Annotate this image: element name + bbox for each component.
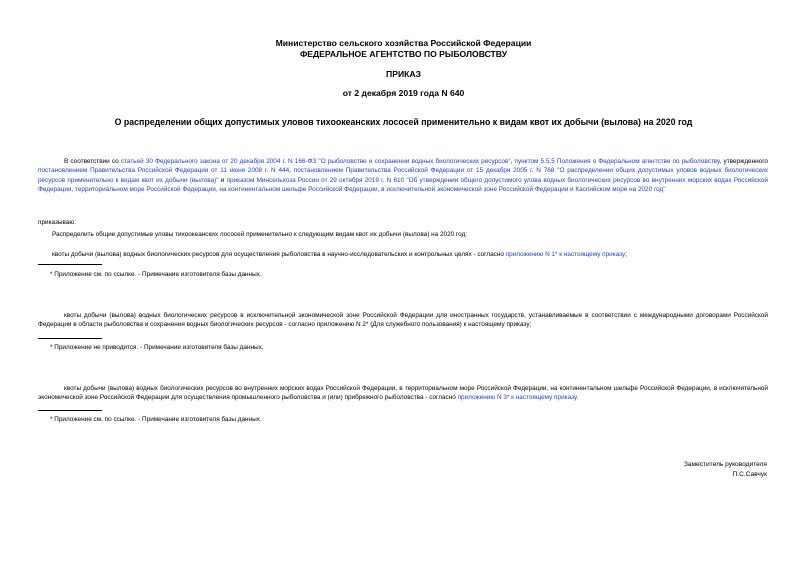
footnote-divider-2 [38, 338, 102, 339]
footnote-divider-3 [38, 410, 102, 411]
document-type: ПРИКАЗ [386, 69, 421, 79]
preamble-text: и [218, 176, 227, 184]
item-2-paragraph: квоты добычи (вылова) водных биологических ресурсов в исключительной экономической зоне Российской Федерации для иностранных государств, устанавливаемые в соответствии с международными договорами Российской Федерации в области рыболовства и сохранения водных биологических ресурсов - согласно приложению N 2* (Для служебного пользования) к настоящему приказу; [38, 312, 768, 329]
signatory-name: П.С.Савчук [732, 471, 767, 478]
link-regulation-point-5-5-5[interactable]: пунктом 5.5.5 Положения о Федеральном агентстве по рыболовству [514, 158, 720, 165]
footnote-3: * Приложение см. по ссылке. - Примечание изготовителя базы данных. [50, 416, 262, 423]
item-1-end: ; [625, 251, 628, 258]
item-3-end: . [576, 394, 579, 402]
preamble-text: В соответствии со [64, 158, 121, 165]
document-date-number: от 2 декабря 2019 года N 640 [342, 88, 465, 98]
link-government-decree-444[interactable]: постановлением Правительства Российской Федерации от 11 июня 2008 г. N 444 [38, 167, 290, 175]
agency-name: ФЕДЕРАЛЬНОЕ АГЕНТСТВО ПО РЫБОЛОВСТВУ [299, 49, 508, 59]
item-3-text: квоты добычи (вылова) водных биологических ресурсов во внутренних морских водах Российской Федерации, в территориальном море Российской Федерации, на континентальном шельфе Российской Федерации, в исключительной экономической зоне Российской Федерации для осуществления промышленного рыболовства и (или) прибрежного рыболовства - согласно [38, 385, 768, 402]
document-title: О распределении общих допустимых уловов тихоокеанских лососей применительно к видам квот их добычи (вылова) на 2020 год [114, 117, 693, 127]
item-1-paragraph [52, 250, 627, 259]
footnote-divider-1 [38, 264, 102, 265]
link-government-decree-768[interactable]: постановлением Правительства Российской Федерации от 15 декабря 2005 г. N 768 "О распределении общих допустимых уловов водных биологических ресурсов применительно к видам квот их добычи (вылова)" [38, 167, 768, 184]
distribute-paragraph: Распределить общие допустимые уловы тихоокеанских лососей применительно к следующим видам квот их добычи (вылова) на 2020 год: [52, 231, 468, 238]
item-3-paragraph [38, 384, 768, 403]
ministry-name: Министерство сельского хозяйства Российской Федерации [275, 38, 532, 48]
footnote-2: * Приложение не приводится. - Примечание изготовителя базы данных. [50, 344, 264, 351]
footnote-1: * Приложение см. по ссылке. - Примечание изготовителя базы данных. [50, 271, 262, 278]
signatory-position: Заместитель руководителя [683, 461, 767, 468]
item-1-text: квоты добычи (вылова) водных биологических ресурсов для осуществления рыболовства в научно-исследовательских и контрольных целях - согласно [52, 251, 506, 258]
link-federal-law-article-30[interactable]: статьей 30 Федерального закона от 20 декабря 2004 г. N 166-ФЗ "О рыболовстве и сохранении водных биологических ресурсов" [120, 158, 511, 165]
link-minselkhoz-order-610[interactable]: приказом Минсельхоза России от 29 октября 2019 г. N 610 "Об утверждении общего допустимого улова водных биологических ресурсов во внутренних морских водах Российской Федерации, территориальном море Российской Федерации, на континентальном шельфе Российской Федерации, в исключительной экономической зоне Российской Федерации и Каспийском море на 2020 год" [38, 176, 768, 194]
order-word: приказываю: [38, 219, 76, 226]
preamble-text: , [289, 167, 294, 175]
preamble-paragraph [38, 157, 768, 195]
link-appendix-1[interactable]: приложению N 1* к настоящему приказу [505, 251, 626, 258]
preamble-text: , утвержденного [719, 158, 768, 165]
preamble-text: , [510, 158, 515, 165]
link-appendix-3[interactable]: приложению N 3* к настоящему приказу [457, 394, 577, 402]
